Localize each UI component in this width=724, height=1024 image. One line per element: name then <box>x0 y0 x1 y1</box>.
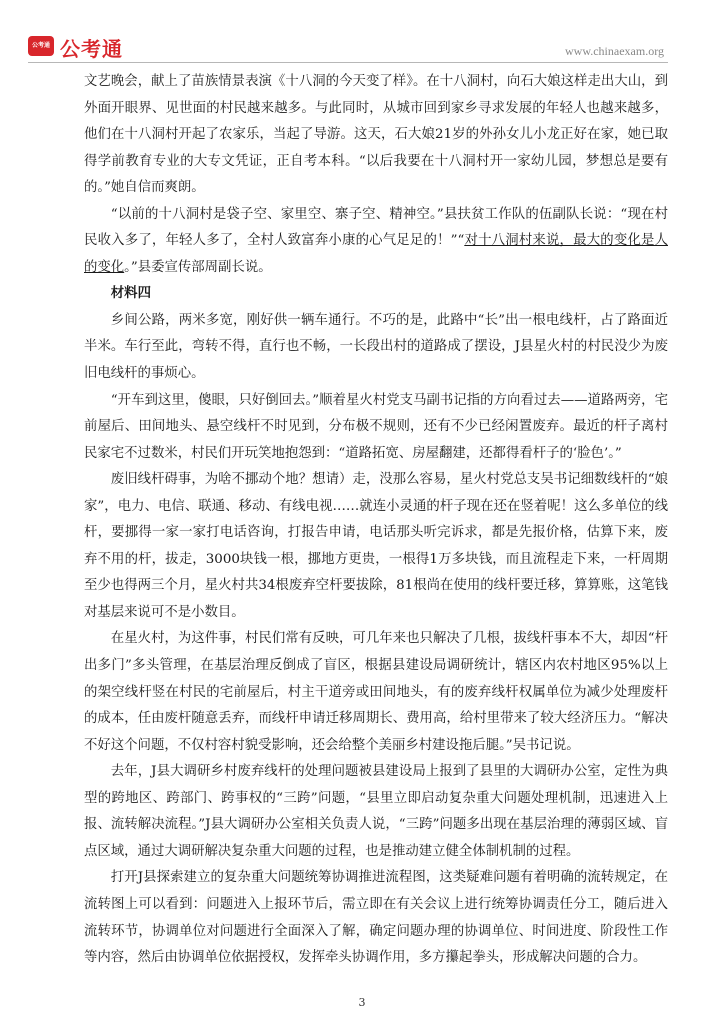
section-title: 材料四 <box>110 286 151 302</box>
logo-text: 公考通 <box>60 37 123 61</box>
paragraph-2-end: 。”县委宣传部周副长说。 <box>124 259 272 275</box>
paragraph-1: 文艺晚会，献上了苗族情景表演《十八洞的今天变了样》。在十八洞村，向石大娘这样走出大山，到外面开眼界、见世面的村民越来越多。与此同时，从城市回到家乡寻求发展的年轻人也越来越多，他们在十八洞村开起了农家乐，当起了导游。这天，石大娘21岁的外孙女儿小龙正好在家，她已取得学前教育专业的大专文凭证，正自考本科。“以后我要在十八洞村开一家幼儿园，梦想总是要有的。”她自信而爽朗。 <box>84 74 668 196</box>
paragraph-8: 打开J县探索建立的复杂重大问题统筹协调推进流程图，这类疑难问题有着明确的流转规定，在流转图上可以看到：问题进入上报环节后，需立即在有关会议上进行统筹协调责任分工，随后进入流转环节，协调单位对问题进行全面深入了解，确定问题办理的协调单位、时间进度、阶段性工作等内容，然后由协调单位依据授权，发挥牵头协调作用，多方攥起拳头，形成解决问题的合力。 <box>84 870 668 966</box>
page-number: 3 <box>358 996 366 1009</box>
paragraph-2-underlined: 对十八洞村来说，最大的变化是人的变化 <box>84 233 668 275</box>
paragraph-5: 废旧线杆碍事，为啥不挪动个地？想请）走，没那么容易，星火村党总支吴书记细数线杆的“娘家”，电力、电信、联通、移动、有线电视……就连小灵通的杆子现在还在竖着呢！这么多单位的线杆，要挪得一家一家打电话咨询，打报告申请，电话那头听完诉求，都是先报价格，估算下来，废弃不用的杆，拔走，3000块钱一根，挪地方更贵，一根得1万多块钱，而且流程走下来，一杆周期至少也得两三个月，星火村共34根废弃空杆要拔除，81根尚在使用的线杆要迁移，算算账，这笔钱对基层来说可不是小数目。 <box>84 472 668 620</box>
paragraph-2 <box>84 202 668 282</box>
paragraph-3: 乡间公路，两米多宽，刚好供一辆车通行。不巧的是，此路中“长”出一根电线杆，占了路面近半米。车行至此，弯转不得，直行也不畅，一长段出村的道路成了摆设，J县星火村的村民没少为废旧电线杆的事烦心。 <box>84 312 668 382</box>
paragraph-6: 在星火村，为这件事，村民们常有反映，可几年来也只解决了几根，拔线杆事本不大，却因“杆出多门”多头管理，在基层治理反倒成了盲区，根据县建设局调研统计，辖区内农村地区95%以上的架空线杆竖在村民的宅前屋后，村主干道旁或田间地头，有的废弃线杆权属单位为减少处理废杆的成本，任由废杆随意丢弃，而线杆申请迁移周期长、费用高，给村里带来了较大经济压力。“解决不好这个问题，不仅村容村貌受影响，还会给整个美丽乡村建设拖后腿。”吴书记说。 <box>84 631 668 753</box>
paragraph-7: 去年，J县大调研乡村废弃线杆的处理问题被县建设局上报到了县里的大调研办公室，定性为典型的跨地区、跨部门、跨事权的“三跨”问题，“县里立即启动复杂重大问题处理机制，迅速进入上报、流转解决流程。”J县大调研办公室相关负责人说，“三跨”问题多出现在基层治理的薄弱区域、盲点区域，通过大调研解决复杂重大问题的过程，也是推动建立健全体制机制的过程。 <box>84 764 668 859</box>
logo-badge: 公考通 <box>28 36 54 56</box>
document-body <box>84 69 668 972</box>
page-header <box>28 36 668 62</box>
header-divider <box>28 62 668 63</box>
paragraph-2-main: “以前的十八洞村是袋子空、家里空、寨子空、精神空。”县扶贫工作队的伍副队长说：“现在村民收入多了，年轻人多了，全村人致富奔小康的心气足足的！”“ <box>84 206 668 249</box>
paragraph-4: “开车到这里，傻眼，只好倒回去。”顺着星火村党支马副书记指的方向看过去——道路两旁，宅前屋后、田间地头、悬空线杆不时见到，分布极不规则，还有不少已经闲置废弃。最近的杆子离村民家宅不过数米，村民们开玩笑地抱怨到：“道路拓宽、房屋翻建，还都得看杆子的‘脸色’。” <box>84 392 668 461</box>
site-url: www.chinaexam.org <box>565 44 664 58</box>
